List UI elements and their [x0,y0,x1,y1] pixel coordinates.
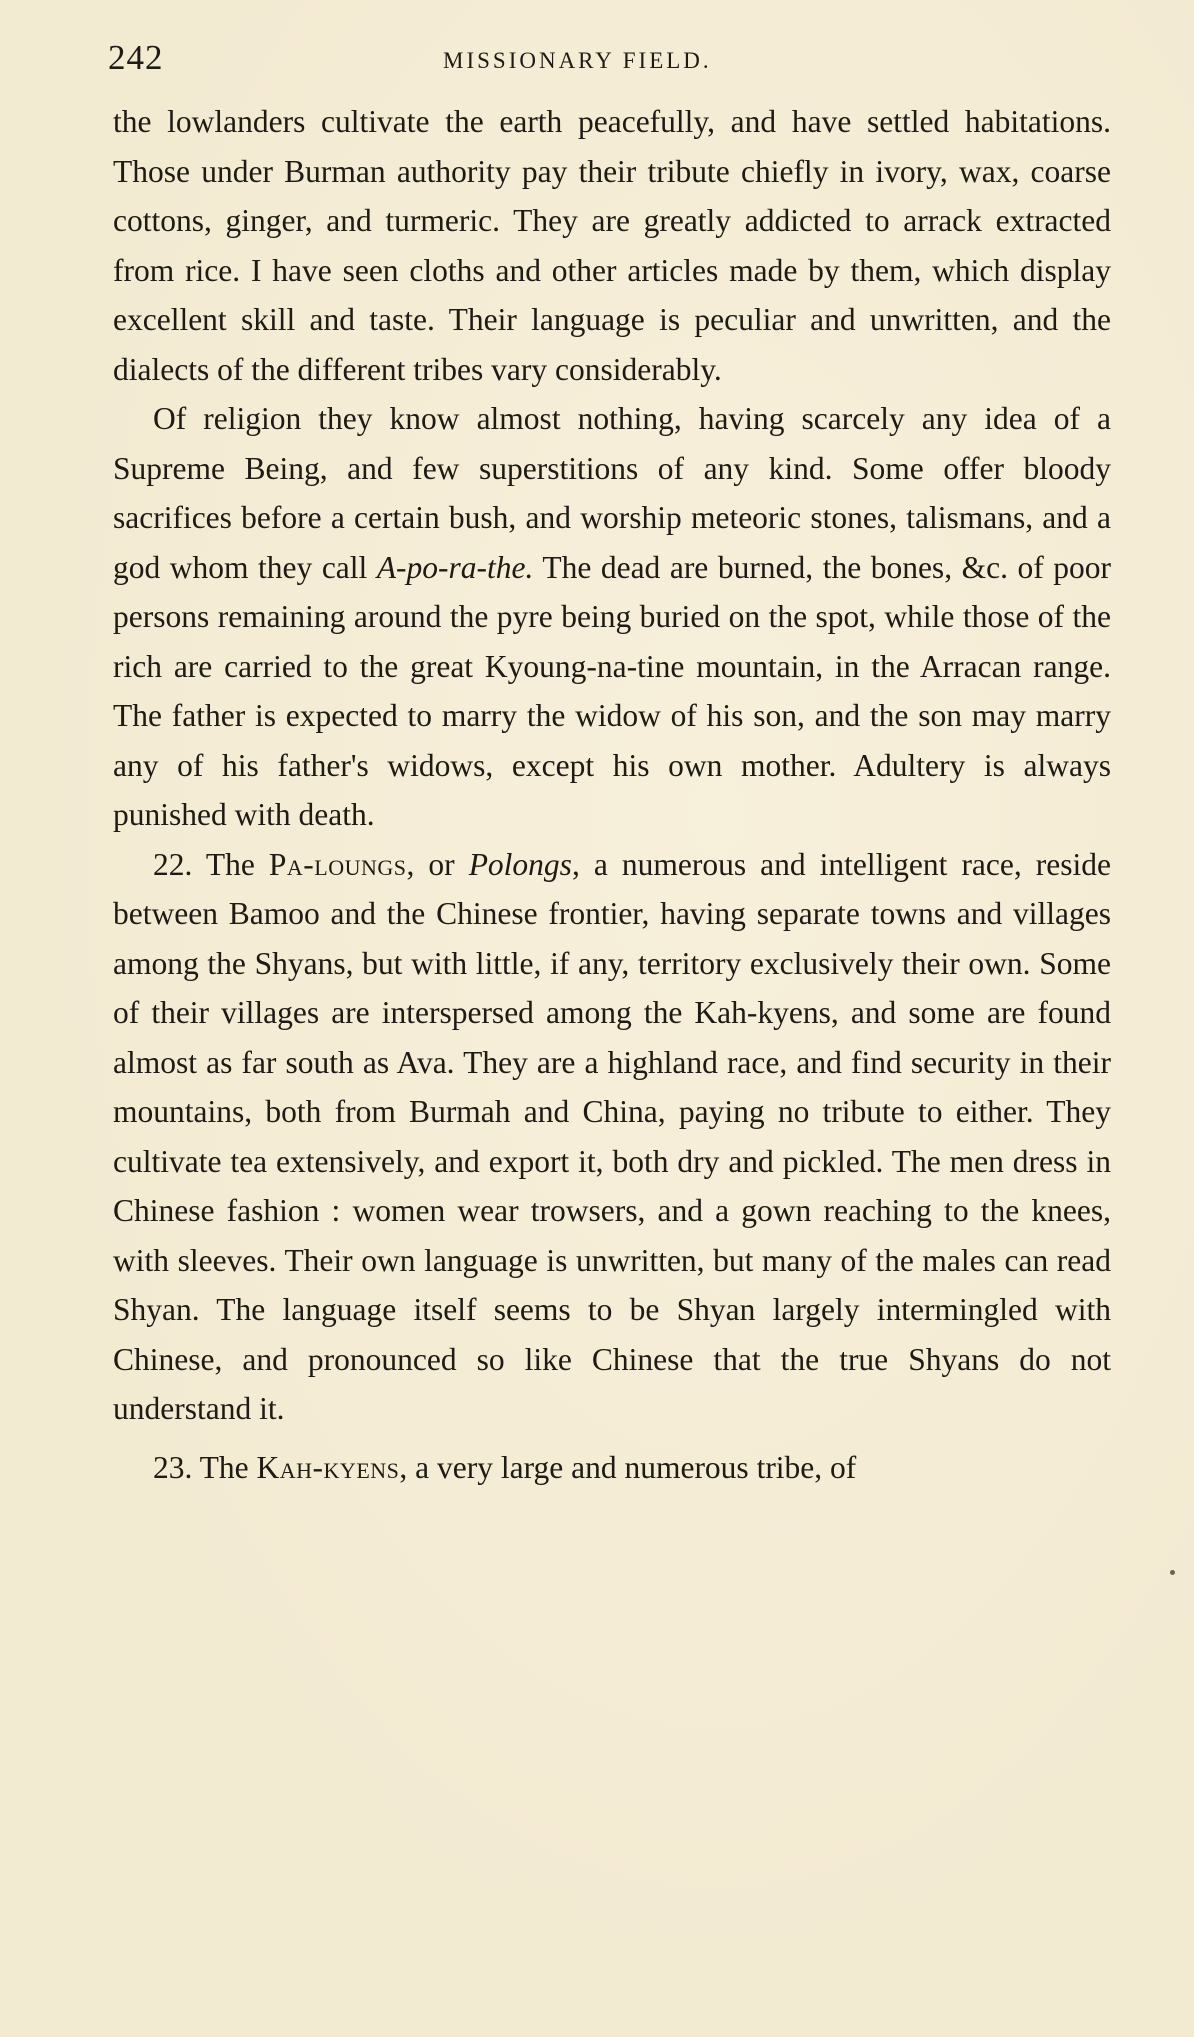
text-segment: 23. The [153,1449,257,1485]
italic-term: A-po-ra-the. [376,549,534,585]
italic-term: Polongs [468,846,572,882]
margin-mark [1170,1570,1175,1575]
text-segment: , or [406,846,469,882]
running-head: MISSIONARY FIELD. [443,48,712,73]
text-segment: The dead are burned, the bones, &c. of poor persons remaining around the pyre being buried on the spot, while those of the rich are carried to the great Kyoung-na-tine mountain, in the Arracan range. The father is expected to marry the widow of his son, and the son may marry any of his father's widows, except his own mother. Adultery is always punished with death. [113,549,1111,832]
paragraph-23-kahkyens [113,1443,1111,1493]
page-header [108,38,1108,88]
small-caps-term: Kah-kyens [256,1449,400,1485]
body-text [113,97,1111,1492]
text-segment: , a numerous and intelligent race, reside between Bamoo and the Chinese frontier, having separate towns and villages among the Shyans, but with little, if any, territory exclusively their own. Some of their villages are interspersed among the Kah-kyens, and some are found almost as far south as Ava. They are a highland race, and find security in their mountains, both from Burmah and China, paying no tribute to either. They cultivate tea extensively, and export it, both dry and pickled. The men dress in Chinese fashion : women wear trowsers, and a gown reaching to the knees, with sleeves. Their own language is unwritten, but many of the males can read Shyan. The language itself seems to be Shyan largely intermingled with Chinese, and pronounced so like Chinese that the true Shyans do not understand it. [113,846,1111,1426]
paragraph-22-paloungs [113,840,1111,1434]
text-segment: Of religion they know almost nothing, having scarcely any idea of a Supreme Being, and few superstitions of any kind. Some offer bloody sacrifices before a certain bush, and worship meteoric stones, talismans, and a god whom they call [113,401,1111,585]
text-segment: , a very large and numerous tribe, of [399,1449,857,1485]
paragraph-continuation: the lowlanders cultivate the earth peacefully, and have settled habitations. Those under Burman authority pay their tribute chiefly in ivory, wax, coarse cottons, ginger, and turmeric. They are greatly addicted to arrack extracted from rice. I have seen cloths and other articles made by them, which display excellent skill and taste. Their language is peculiar and unwritten, and the dialects of the different tribes vary considerably. [113,104,1111,387]
paragraph-religion [113,394,1111,840]
text-segment: 22. The [153,846,269,882]
small-caps-term: Pa-loungs [268,846,407,882]
page-number: 242 [108,38,164,77]
